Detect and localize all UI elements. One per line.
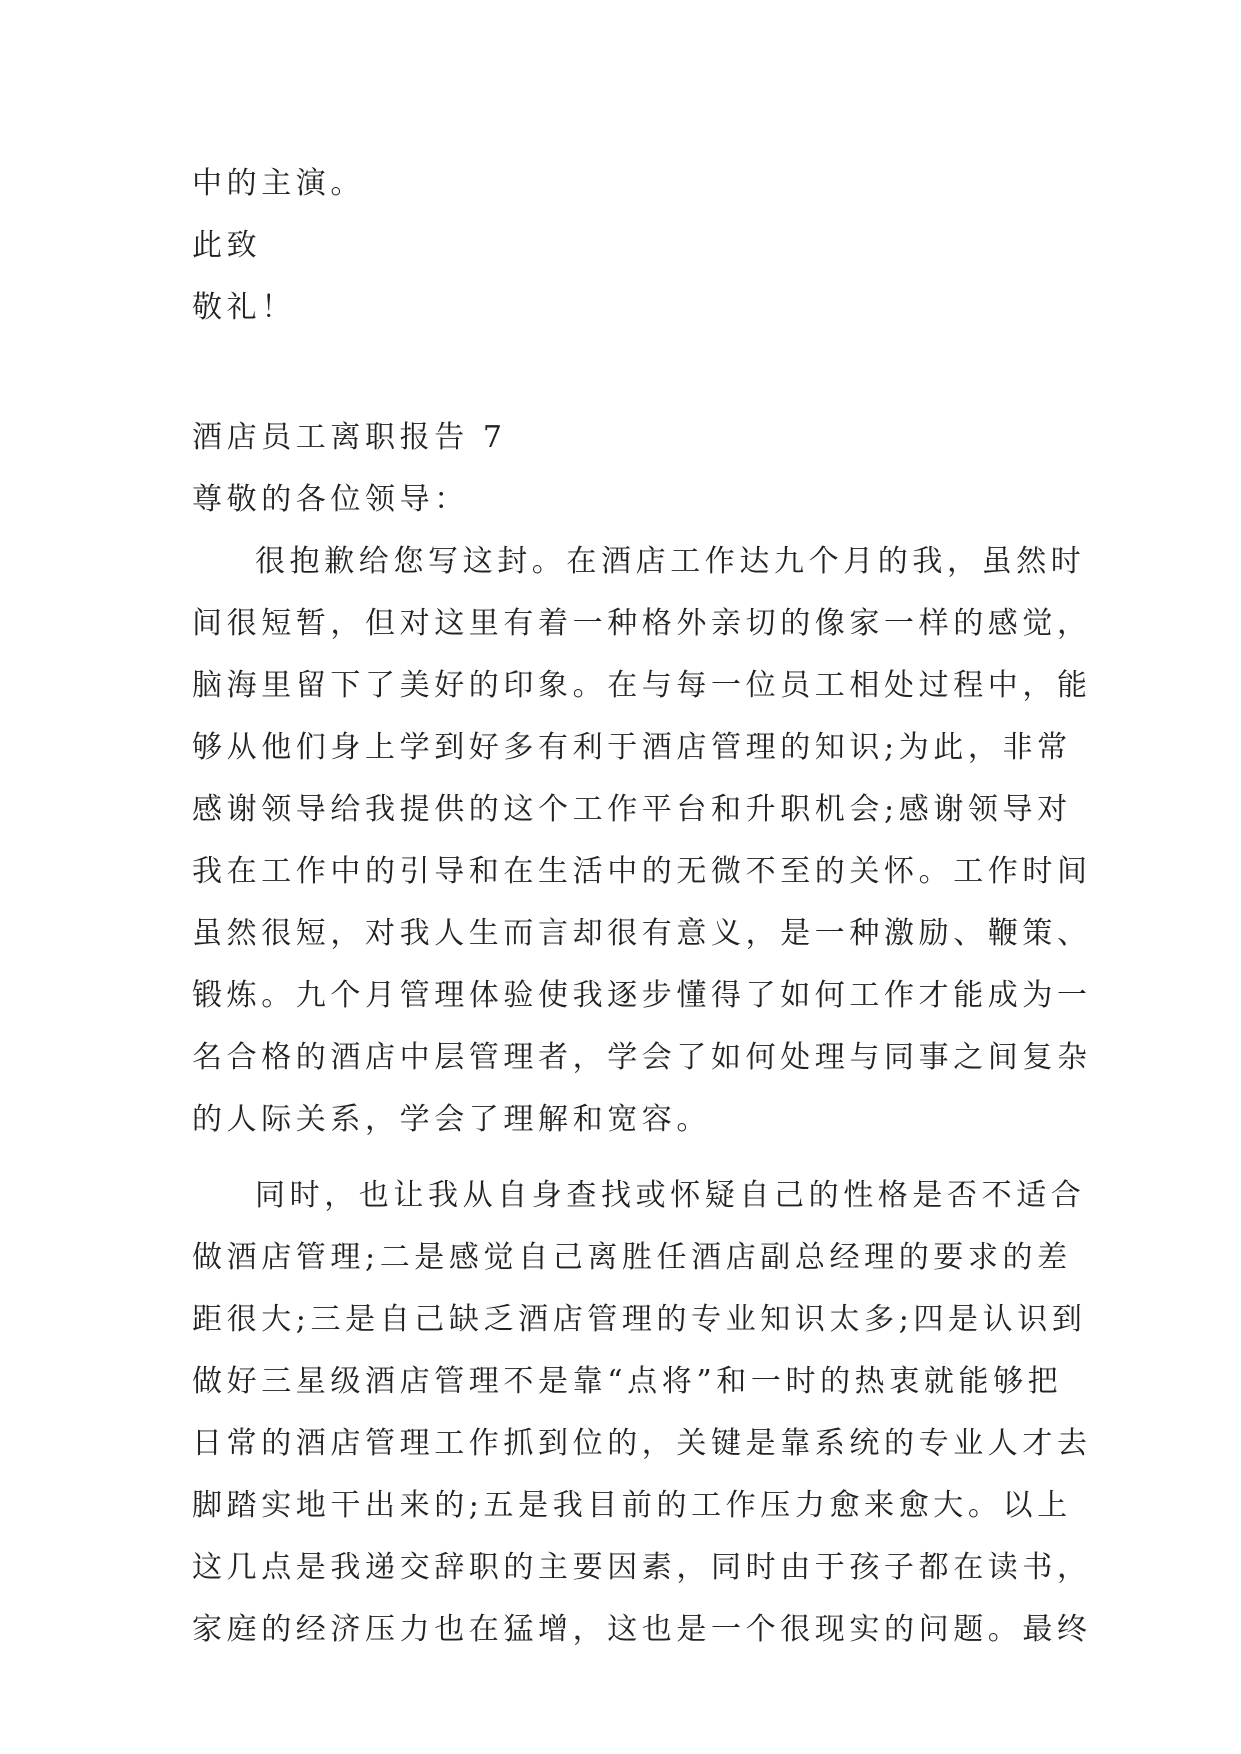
- closing-line-1: 中的主演。: [192, 166, 365, 201]
- paragraph-1-line-3: 脑海里留下了美好的印象。在与每一位员工相处过程中，能: [192, 668, 1092, 703]
- paragraph-2-line-4: 做好三星级酒店管理不是靠“点将”和一时的热衷就能够把: [192, 1364, 1063, 1399]
- paragraph-1-line-1: 很抱歉给您写这封。在酒店工作达九个月的我，虽然时: [255, 544, 1086, 579]
- paragraph-2-line-1: 同时，也让我从自身查找或怀疑自己的性格是否不适合: [255, 1178, 1086, 1213]
- closing-line-3: 敬礼！: [192, 290, 296, 325]
- paragraph-2-line-2: 做酒店管理;二是感觉自己离胜任酒店副总经理的要求的差: [192, 1240, 1072, 1275]
- closing-line-2: 此致: [192, 228, 262, 263]
- paragraph-2-line-3: 距很大;三是自己缺乏酒店管理的专业知识太多;四是认识到: [192, 1302, 1087, 1337]
- paragraph-1-line-9: 名合格的酒店中层管理者，学会了如何处理与同事之间复杂: [192, 1040, 1092, 1075]
- paragraph-2-line-6: 脚踏实地干出来的;五是我目前的工作压力愈来愈大。以上: [192, 1488, 1072, 1523]
- paragraph-2-line-7: 这几点是我递交辞职的主要因素，同时由于孩子都在读书，: [192, 1550, 1092, 1585]
- paragraph-1-line-8: 锻炼。九个月管理体验使我逐步懂得了如何工作才能成为一: [192, 978, 1092, 1013]
- paragraph-1-line-5: 感谢领导给我提供的这个工作平台和升职机会;感谢领导对: [192, 792, 1072, 827]
- paragraph-1-line-2: 间很短暂，但对这里有着一种格外亲切的像家一样的感觉，: [192, 606, 1092, 641]
- paragraph-1-line-6: 我在工作中的引导和在生活中的无微不至的关怀。工作时间: [192, 854, 1092, 889]
- report-title: 酒店员工离职报告 7: [192, 420, 507, 455]
- paragraph-2-line-5: 日常的酒店管理工作抓到位的，关键是靠系统的专业人才去: [192, 1426, 1092, 1461]
- paragraph-2-line-8: 家庭的经济压力也在猛增，这也是一个很现实的问题。最终: [192, 1612, 1092, 1647]
- paragraph-1-line-7: 虽然很短，对我人生而言却很有意义，是一种激励、鞭策、: [192, 916, 1092, 951]
- paragraph-1-line-10: 的人际关系，学会了理解和宽容。: [192, 1102, 711, 1137]
- paragraph-1-line-4: 够从他们身上学到好多有利于酒店管理的知识;为此，非常: [192, 730, 1072, 765]
- salutation: 尊敬的各位领导：: [192, 482, 469, 517]
